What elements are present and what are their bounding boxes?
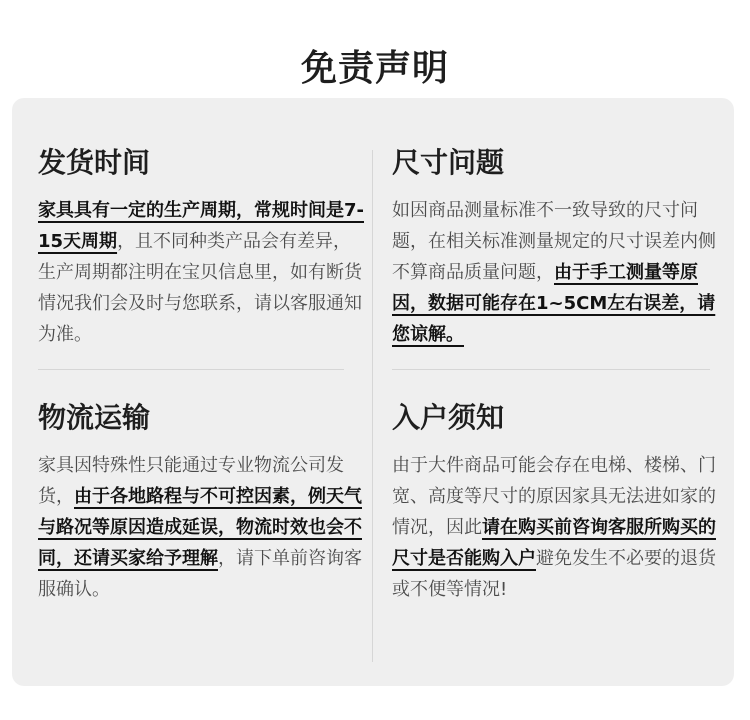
section-title: 物流运输 xyxy=(38,401,151,434)
highlight-text: 请在购买前咨询客服所购买的尺寸是否能购入户 xyxy=(392,517,716,569)
body-text: 由于大件商品可能会存在电梯、楼梯、门宽、高度等尺寸的原因家具无法进如家的情况，因此 xyxy=(392,455,716,538)
body-text: 避免发生不必要的退货或不便等情况! xyxy=(392,548,716,600)
body-text: 家具因特殊性只能通过专业物流公司发货， xyxy=(38,455,344,507)
section-title: 尺寸问题 xyxy=(392,146,505,179)
section-title: 入户须知 xyxy=(392,401,505,434)
section-size-issue xyxy=(392,143,722,350)
section-body xyxy=(392,450,722,605)
horizontal-divider-left xyxy=(38,369,344,370)
section-body xyxy=(38,450,368,605)
section-shipping-time xyxy=(38,143,368,350)
section-body xyxy=(38,195,368,350)
highlight-text: 由于手工测量等原因，数据可能存在1~5CM左右误差，请您谅解。 xyxy=(392,262,716,345)
section-logistics xyxy=(38,398,368,605)
body-text: 如因商品测量标准不一致导致的尺寸问题，在相关标准测量规定的尺寸误差内侧不算商品质量问题， xyxy=(392,200,716,283)
page-title: 免责声明 xyxy=(300,48,449,90)
section-body xyxy=(392,195,722,350)
body-text: ，且不同种类产品会有差异，生产周期都注明在宝贝信息里，如有断货情况我们会及时与您联系，请以客服通知为准。 xyxy=(38,231,362,345)
section-title: 发货时间 xyxy=(38,146,151,179)
section-delivery-notice xyxy=(392,398,722,605)
body-text: ，请下单前咨询客服确认。 xyxy=(38,548,362,600)
highlight-text: 家具具有一定的生产周期，常规时间是7-15天周期 xyxy=(38,200,364,252)
highlight-text: 由于各地路程与不可控因素，例天气与路况等原因造成延误，物流时效也会不同，还请买家给予理解 xyxy=(38,486,362,569)
vertical-divider xyxy=(372,150,373,662)
horizontal-divider-right xyxy=(392,369,710,370)
